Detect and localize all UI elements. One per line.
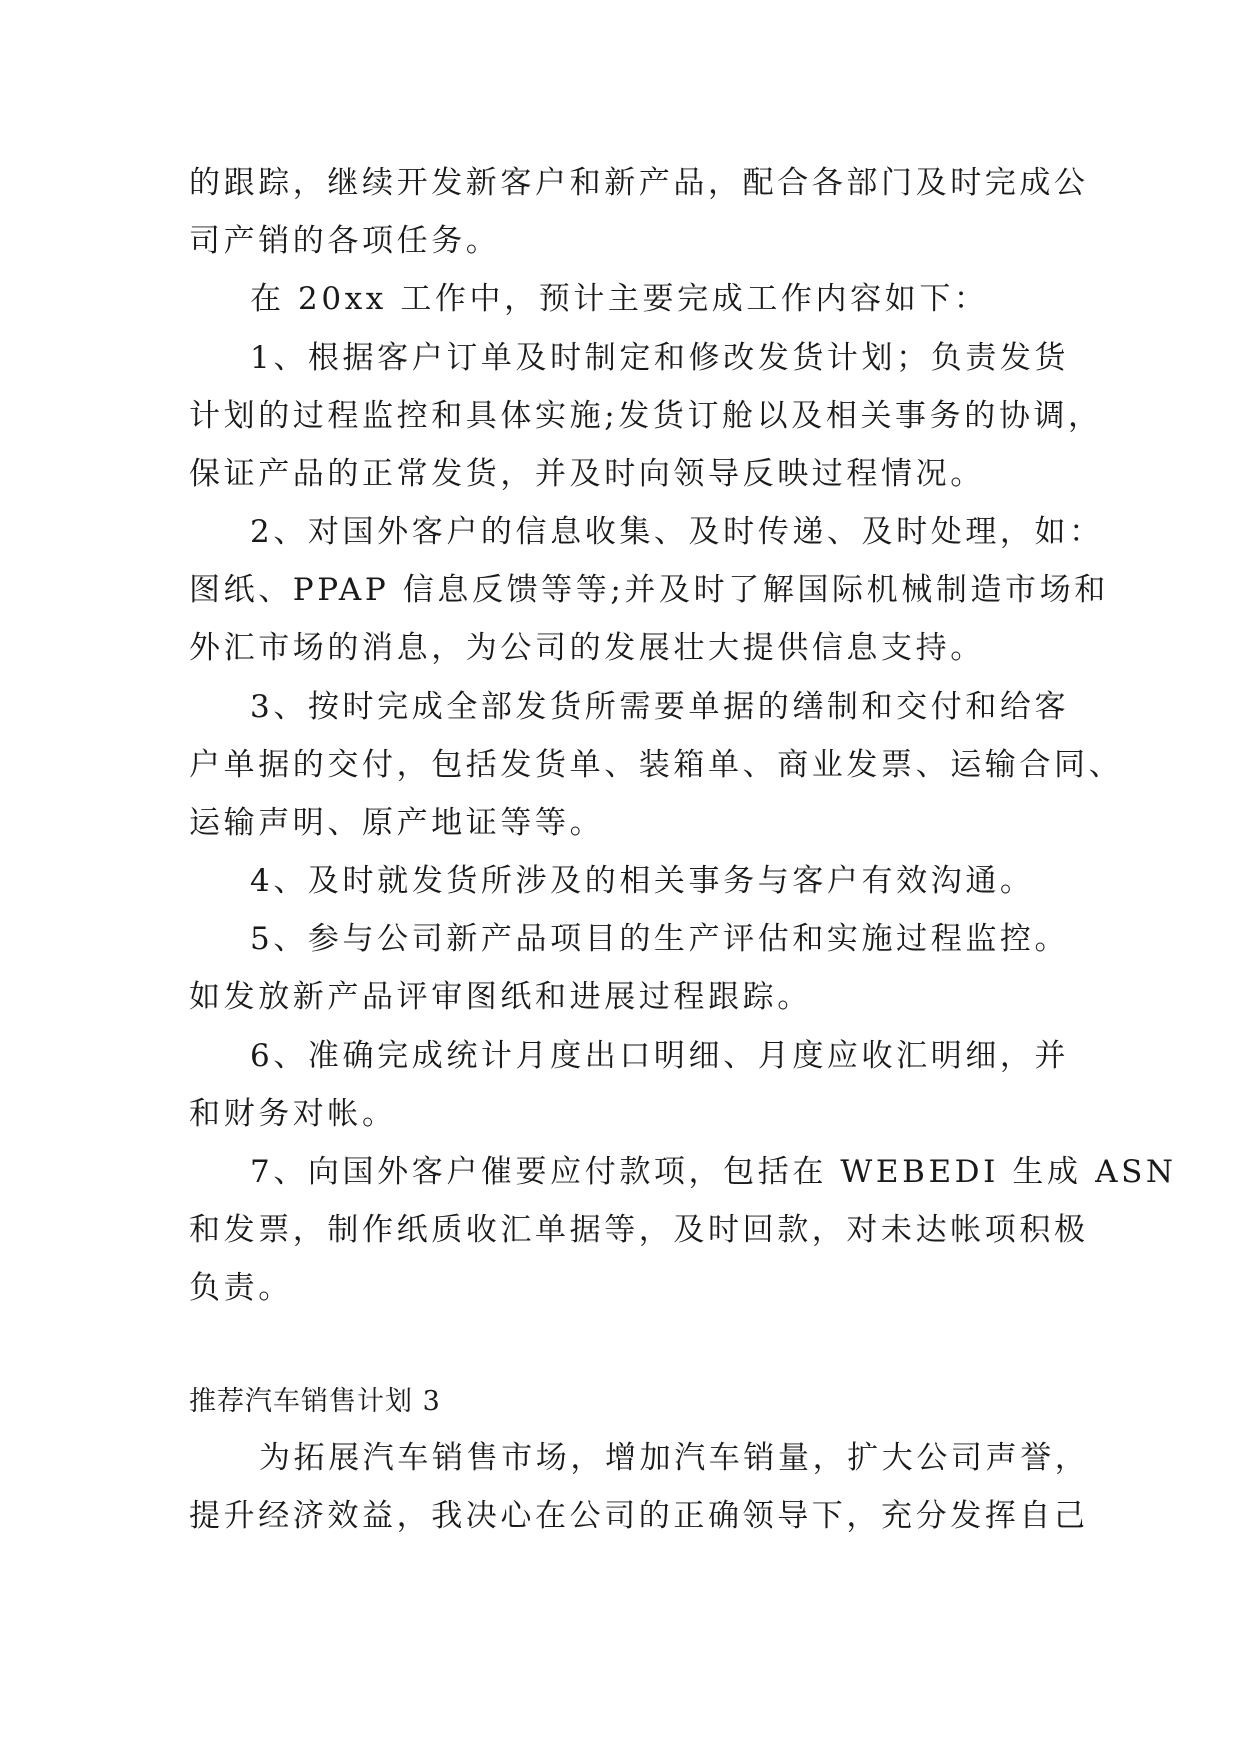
section-title: 推荐汽车销售计划 3 [189,1386,441,1417]
text-line: 外汇市场的消息，为公司的发展壮大提供信息支持。 [189,630,985,666]
text-line: 的跟踪，继续开发新客户和新产品，配合各部门及时完成公 [189,165,1089,201]
text-line: 6、准确完成统计月度出口明细、月度应收汇明细，并 [250,1038,1070,1074]
text-line: 如发放新产品评审图纸和进展过程跟踪。 [189,979,812,1015]
text-line: 户单据的交付，包括发货单、装箱单、商业发票、运输合同、 [189,747,1124,783]
text-line: 提升经济效益，我决心在公司的正确领导下，充分发挥自己 [189,1498,1089,1534]
text-line: 5、参与公司新产品项目的生产评估和实施过程监控。 [250,921,1070,957]
text-line: 图纸、PPAP 信息反馈等等;并及时了解国际机械制造市场和 [189,572,1109,608]
text-line: 7、向国外客户催要应付款项，包括在 WEBEDI 生成 ASN [250,1154,1177,1190]
text-line: 3、按时完成全部发货所需要单据的缮制和交付和给客 [250,689,1070,725]
text-line: 运输声明、原产地证等等。 [189,805,605,841]
text-line: 保证产品的正常发货，并及时向领导反映过程情况。 [189,456,985,492]
text-line: 和财务对帐。 [189,1096,397,1132]
text-line: 在 20xx 工作中，预计主要完成工作内容如下： [250,281,989,317]
text-line: 和发票，制作纸质收汇单据等，及时回款，对未达帐项积极 [189,1212,1089,1248]
text-line: 1、根据客户订单及时制定和修改发货计划；负责发货 [250,340,1070,376]
text-line: 司产销的各项任务。 [189,223,501,259]
text-line: 4、及时就发货所涉及的相关事务与客户有效沟通。 [250,863,1035,899]
text-line: 2、对国外客户的信息收集、及时传递、及时处理，如： [250,514,1104,550]
text-line: 负责。 [189,1270,293,1306]
text-line: 计划的过程监控和具体实施;发货订舱以及相关事务的协调， [189,398,1103,434]
text-line: 为拓展汽车销售市场，增加汽车销量，扩大公司声誉， [259,1440,1090,1476]
